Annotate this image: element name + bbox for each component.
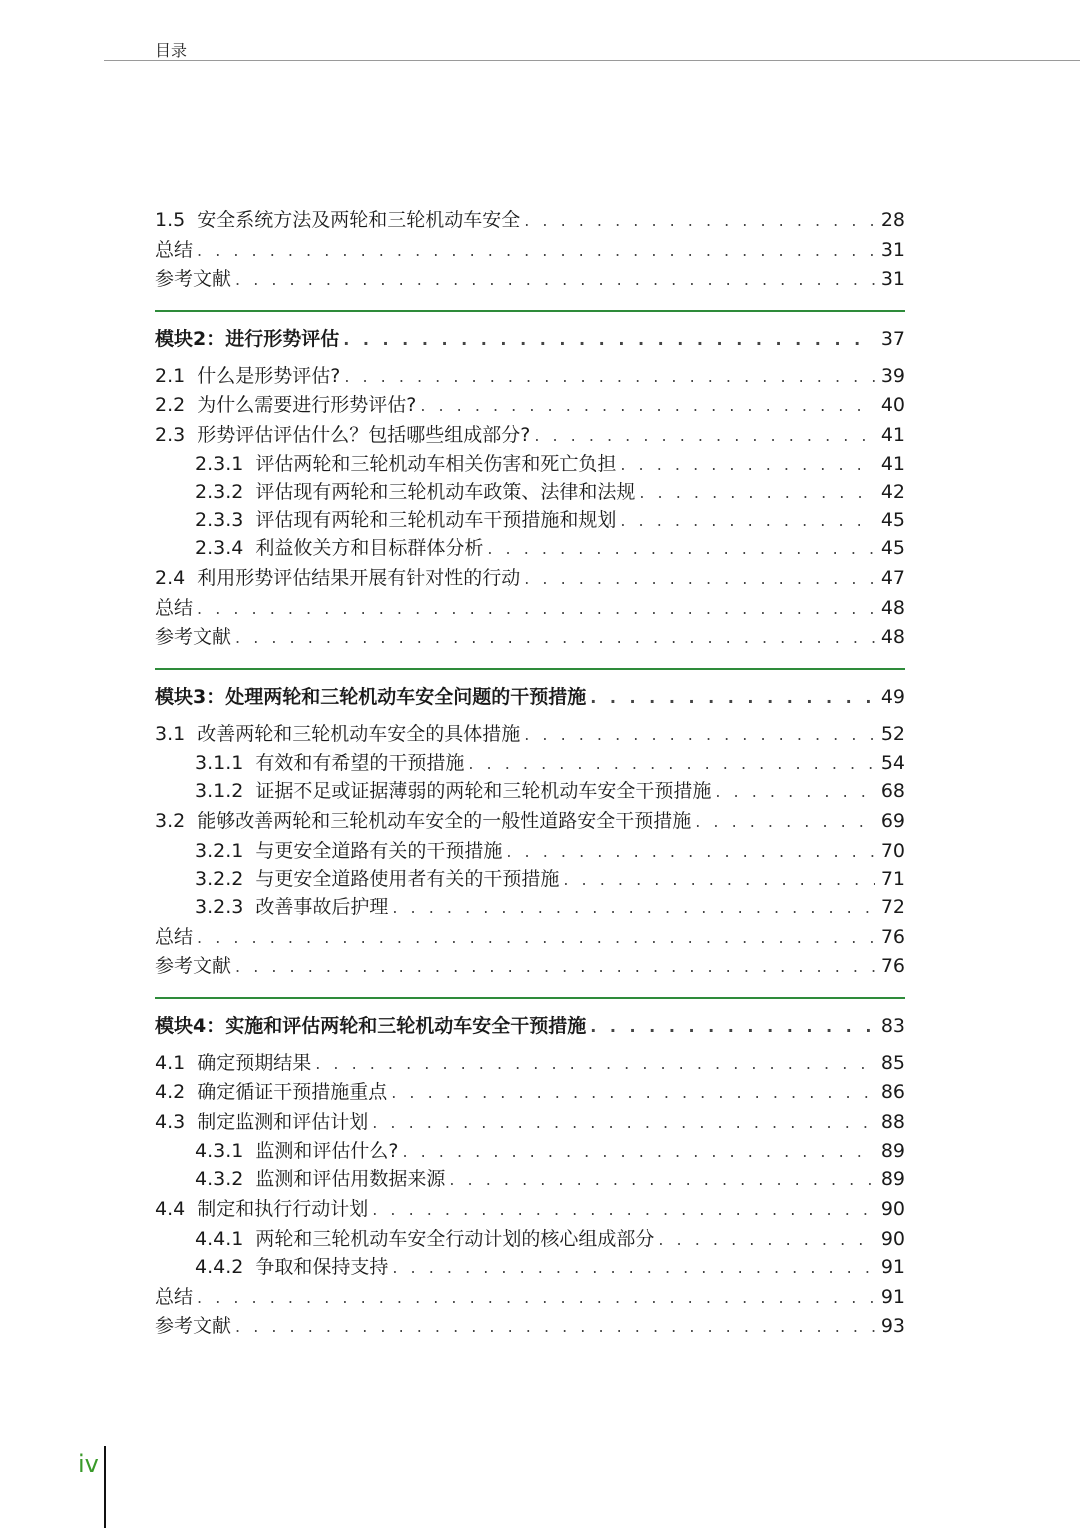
toc-entry[interactable] <box>155 1195 905 1225</box>
toc-entry-number: 4.3 <box>155 1110 186 1133</box>
toc-entry-title: 与更安全道路有关的干预措施 <box>255 839 503 862</box>
toc-module-heading[interactable] <box>155 1009 905 1043</box>
toc-entry[interactable] <box>155 777 905 805</box>
toc-page-number: 45 <box>880 509 905 531</box>
toc-page-number: 93 <box>880 1315 905 1337</box>
toc-entry-title: 利用形势评估结果开展有针对性的行动 <box>197 567 521 589</box>
dot-leader <box>197 236 875 265</box>
toc-entry[interactable] <box>155 362 905 392</box>
toc-page-number: 91 <box>880 1255 905 1278</box>
toc-entry-title: 有效和有希望的干预措施 <box>255 752 465 774</box>
toc-entry-title: 评估现有两轮和三轮机动车政策、法律和法规 <box>255 481 636 503</box>
toc-entry-title: 总结 <box>155 1285 194 1308</box>
toc-page-number: 40 <box>880 394 905 416</box>
toc-entry[interactable] <box>155 594 905 624</box>
toc-entry-title: 改善两轮和三轮机动车安全的具体措施 <box>197 722 521 745</box>
toc-entry-title: 总结 <box>155 238 194 261</box>
toc-entry[interactable] <box>155 206 905 236</box>
toc-entry[interactable] <box>155 506 905 534</box>
dot-leader <box>487 535 875 563</box>
toc-entry-title: 评估现有两轮和三轮机动车干预措施和规划 <box>255 509 617 531</box>
toc-entry-title: 评估两轮和三轮机动车相关伤害和死亡负担 <box>255 453 617 475</box>
toc-page-number: 37 <box>880 327 905 350</box>
dot-leader <box>695 807 875 836</box>
toc-entry[interactable] <box>155 1137 905 1165</box>
toc-page-number: 76 <box>880 955 905 977</box>
toc-entry-title: 制定监测和评估计划 <box>197 1110 369 1133</box>
toc-entry-number: 3.2 <box>155 810 186 832</box>
dot-leader <box>392 894 875 922</box>
toc-entry-title: 争取和保持支持 <box>255 1255 389 1278</box>
dot-leader <box>235 952 875 981</box>
toc-entry-number: 2.4 <box>155 567 186 589</box>
module-divider <box>155 668 905 670</box>
dot-leader <box>524 720 875 749</box>
module-divider <box>155 310 905 312</box>
toc-entry-title: 监测和评估用数据来源 <box>255 1168 446 1190</box>
toc-page-number: 91 <box>880 1285 905 1308</box>
toc-entry[interactable] <box>155 1283 905 1313</box>
dot-leader <box>402 1138 875 1166</box>
toc-entry-number: 4.3.1 <box>195 1140 244 1162</box>
toc-entry-number: 3.1 <box>155 722 186 745</box>
toc-page-number: 52 <box>880 722 905 745</box>
toc-entry-number: 4.4.1 <box>195 1227 244 1250</box>
dot-leader <box>506 838 875 866</box>
toc-page-number: 72 <box>880 895 905 918</box>
toc-page-number: 41 <box>880 453 905 475</box>
toc-entry-title: 监测和评估什么? <box>255 1140 399 1162</box>
toc-module-heading[interactable] <box>155 322 905 356</box>
toc-entry-number: 4.1 <box>155 1051 186 1074</box>
toc-page-number: 86 <box>880 1081 905 1103</box>
dot-leader <box>563 866 875 894</box>
toc-page-number: 39 <box>880 364 905 387</box>
toc-entry[interactable] <box>155 623 905 653</box>
toc-page-number: 48 <box>880 626 905 648</box>
toc-page-number: 47 <box>880 567 905 589</box>
toc-page-number: 68 <box>880 780 905 802</box>
toc-page-number: 90 <box>880 1198 905 1220</box>
toc-entry[interactable] <box>155 534 905 562</box>
folio-rule <box>104 1446 106 1528</box>
toc-page-number: 31 <box>880 238 905 261</box>
toc-entry[interactable] <box>155 421 905 451</box>
running-header-title: 目录 <box>155 41 188 60</box>
toc-page-number: 76 <box>880 925 905 948</box>
toc-entry[interactable] <box>155 952 905 982</box>
toc-entry[interactable] <box>155 450 905 478</box>
toc-page-number: 88 <box>880 1110 905 1133</box>
toc-entry-number: 3.1.2 <box>195 780 244 802</box>
dot-leader <box>639 479 875 507</box>
toc-entry[interactable] <box>155 1049 905 1079</box>
toc-entry-number: 1.5 <box>155 209 186 231</box>
toc-entry-number: 2.2 <box>155 394 186 416</box>
toc-entry-number: 4.2 <box>155 1081 186 1103</box>
toc-entry-title: 为什么需要进行形势评估? <box>197 394 417 416</box>
toc-entry[interactable] <box>155 478 905 506</box>
toc-entry-number: 2.3.2 <box>195 481 244 503</box>
toc-entry[interactable] <box>155 564 905 594</box>
toc-entry-number: 4.3.2 <box>195 1168 244 1190</box>
toc-page-number: 90 <box>880 1227 905 1250</box>
toc-entry[interactable] <box>155 1312 905 1342</box>
dot-leader <box>372 1195 875 1224</box>
toc-entry[interactable] <box>155 391 905 421</box>
toc-entry-title: 证据不足或证据薄弱的两轮和三轮机动车安全干预措施 <box>255 780 712 802</box>
dot-leader <box>590 1010 875 1044</box>
toc-entry[interactable] <box>155 236 905 266</box>
toc-entry[interactable] <box>155 265 905 295</box>
toc-entry-title: 总结 <box>155 925 194 948</box>
dot-leader <box>420 391 875 420</box>
toc-module-heading[interactable] <box>155 680 905 714</box>
toc-entry-title: 参考文献 <box>155 1315 232 1337</box>
toc-page-number: 49 <box>880 685 905 708</box>
toc-entry-title: 两轮和三轮机动车安全行动计划的核心组成部分 <box>255 1227 655 1250</box>
toc-page-number: 41 <box>880 423 905 446</box>
toc-entry-title: 确定预期结果 <box>197 1051 312 1074</box>
toc-entry-title: 总结 <box>155 596 194 619</box>
dot-leader <box>449 1166 875 1194</box>
toc-entry[interactable] <box>155 893 905 921</box>
dot-leader <box>372 1108 875 1137</box>
toc-page-number: 89 <box>880 1140 905 1162</box>
dot-leader <box>197 594 875 623</box>
page-folio: iv <box>78 1450 99 1478</box>
toc-entry-number: 3.2.3 <box>195 895 244 918</box>
toc-entry-title: 确定循证干预措施重点 <box>197 1081 388 1103</box>
toc-entry-title: 参考文献 <box>155 626 232 648</box>
toc-entry-title: 利益攸关方和目标群体分析 <box>255 537 484 559</box>
toc-page-number: 89 <box>880 1168 905 1190</box>
dot-leader <box>344 362 875 391</box>
dot-leader <box>524 206 875 235</box>
toc-entry-title: 改善事故后护理 <box>255 895 389 918</box>
toc-entry-title: 能够改善两轮和三轮机动车安全的一般性道路安全干预措施 <box>197 810 692 832</box>
toc-entry[interactable] <box>155 1253 905 1281</box>
dot-leader <box>343 323 875 357</box>
dot-leader <box>392 1254 875 1282</box>
toc-entry-title: 参考文献 <box>155 955 232 977</box>
toc-entry-number: 4.4 <box>155 1198 186 1220</box>
toc-entry-title: 形势评估评估什么？包括哪些组成部分? <box>197 423 531 446</box>
table-of-contents <box>155 206 905 1342</box>
toc-entry-title: 什么是形势评估? <box>197 364 341 387</box>
dot-leader <box>235 265 875 294</box>
toc-entry-title: 安全系统方法及两轮和三轮机动车安全 <box>197 209 521 231</box>
toc-entry[interactable] <box>155 837 905 865</box>
toc-entry[interactable] <box>155 720 905 750</box>
toc-entry-title: 与更安全道路使用者有关的干预措施 <box>255 867 560 890</box>
toc-entry-number: 4.4.2 <box>195 1255 244 1278</box>
toc-entry-number: 2.3.1 <box>195 453 244 475</box>
toc-page-number: 71 <box>880 867 905 890</box>
toc-entry[interactable] <box>155 749 905 777</box>
dot-leader <box>534 421 875 450</box>
toc-page-number: 31 <box>880 268 905 290</box>
toc-page-number: 28 <box>880 209 905 231</box>
dot-leader <box>715 778 875 806</box>
toc-entry[interactable] <box>155 1225 905 1253</box>
dot-leader <box>524 564 875 593</box>
toc-entry-number: 3.2.1 <box>195 839 244 862</box>
toc-entry-title: 模块4：实施和评估两轮和三轮机动车安全干预措施 <box>155 1014 587 1037</box>
toc-entry-number: 3.2.2 <box>195 867 244 890</box>
dot-leader <box>468 750 875 778</box>
toc-page-number: 48 <box>880 596 905 619</box>
dot-leader <box>197 923 875 952</box>
toc-entry[interactable] <box>155 865 905 893</box>
toc-entry-number: 2.3.3 <box>195 509 244 531</box>
dot-leader <box>391 1078 875 1107</box>
toc-entry-number: 3.1.1 <box>195 752 244 774</box>
toc-page-number: 70 <box>880 839 905 862</box>
toc-entry-title: 制定和执行行动计划 <box>197 1198 369 1220</box>
dot-leader <box>197 1283 875 1312</box>
toc-entry-number: 2.3.4 <box>195 537 244 559</box>
toc-entry-number: 2.1 <box>155 364 186 387</box>
toc-entry-title: 模块3：处理两轮和三轮机动车安全问题的干预措施 <box>155 685 587 708</box>
header-rule <box>104 60 1080 61</box>
dot-leader <box>235 1312 875 1341</box>
dot-leader <box>620 451 875 479</box>
toc-entry[interactable] <box>155 923 905 953</box>
toc-page-number: 69 <box>880 810 905 832</box>
toc-entry[interactable] <box>155 807 905 837</box>
toc-page-number: 83 <box>880 1014 905 1037</box>
toc-entry-number: 2.3 <box>155 423 186 446</box>
dot-leader <box>235 623 875 652</box>
toc-page-number: 54 <box>880 752 905 774</box>
toc-entry[interactable] <box>155 1165 905 1193</box>
dot-leader <box>315 1049 875 1078</box>
toc-entry-title: 模块2：进行形势评估 <box>155 327 340 350</box>
toc-page-number: 45 <box>880 537 905 559</box>
dot-leader <box>658 1226 875 1254</box>
toc-entry[interactable] <box>155 1078 905 1108</box>
dot-leader <box>620 507 875 535</box>
toc-page-number: 42 <box>880 481 905 503</box>
toc-page-number: 85 <box>880 1051 905 1074</box>
module-divider <box>155 997 905 999</box>
toc-entry[interactable] <box>155 1108 905 1138</box>
toc-entry-title: 参考文献 <box>155 268 232 290</box>
dot-leader <box>590 681 875 715</box>
